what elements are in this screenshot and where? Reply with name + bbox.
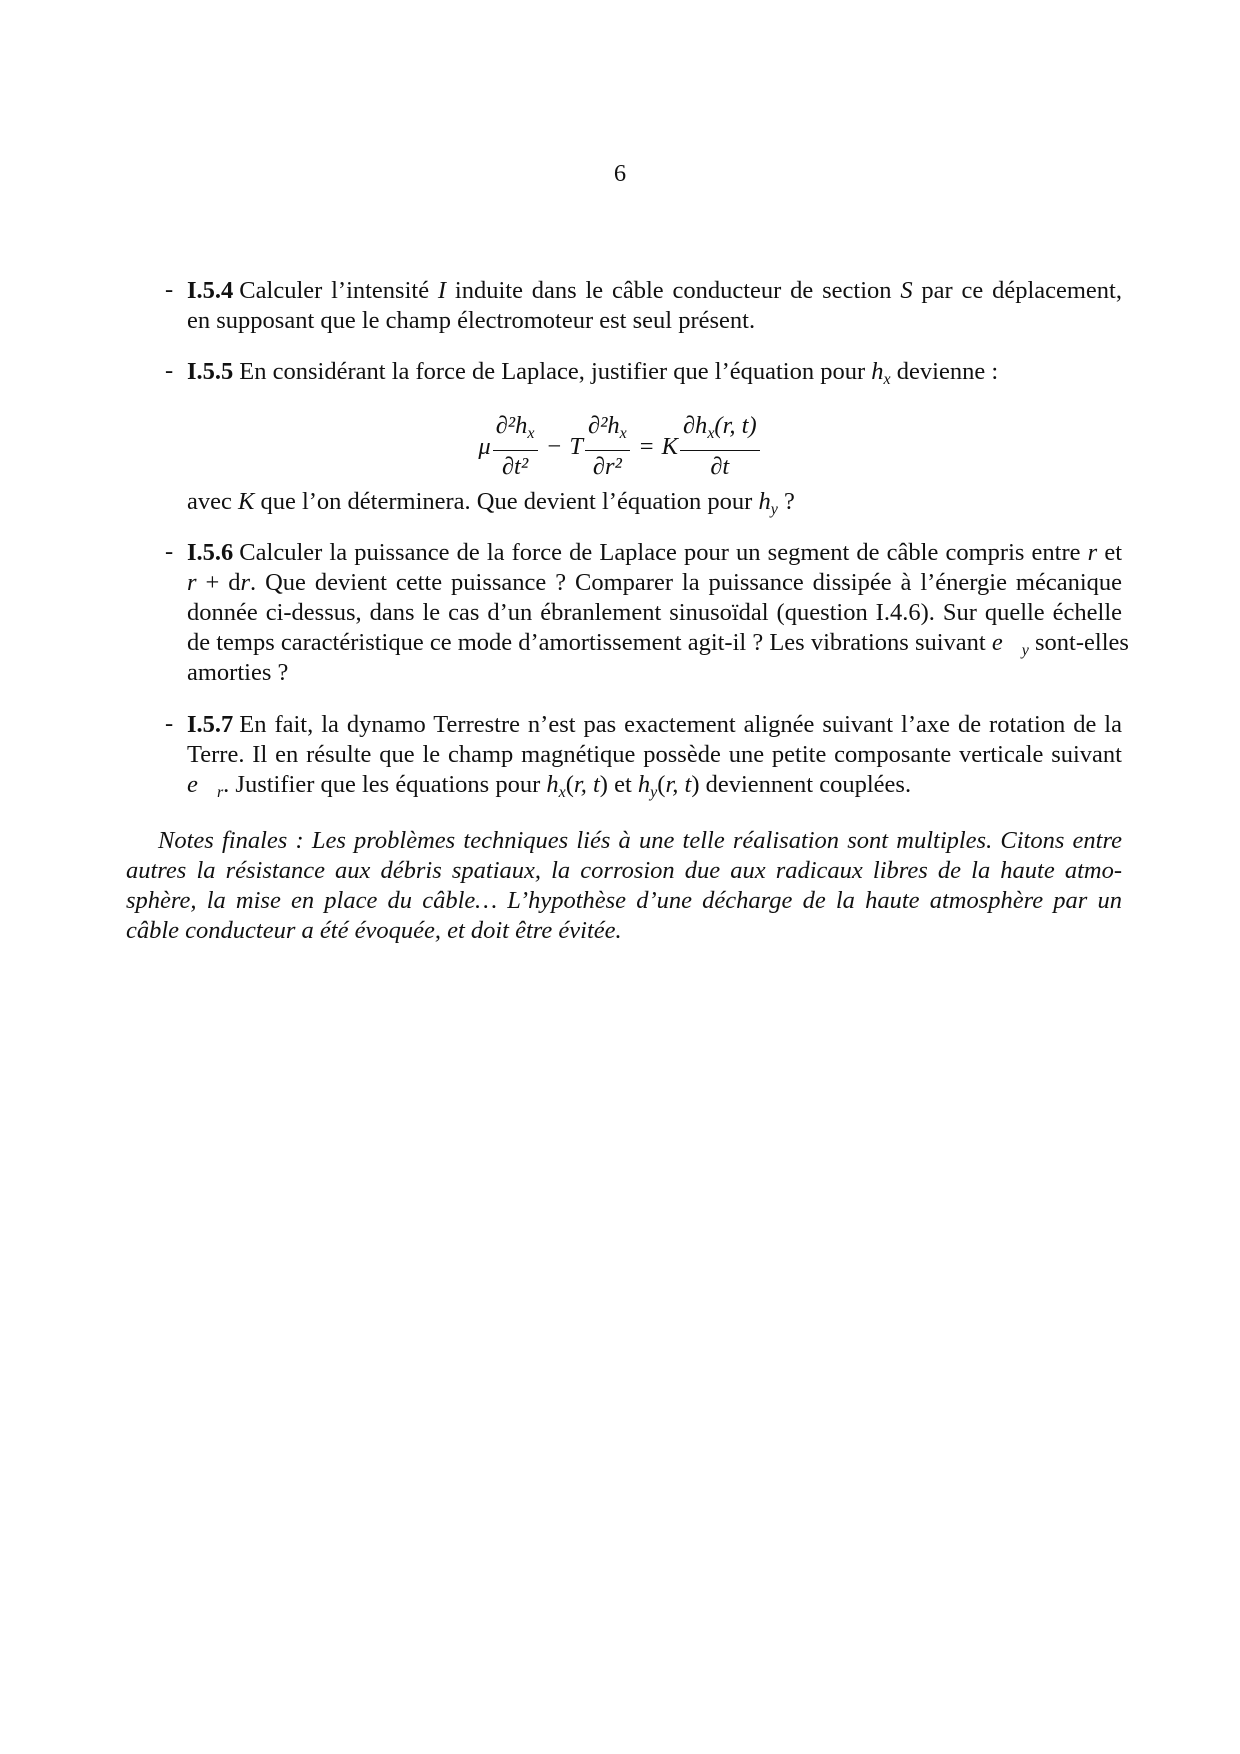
math-symbol: x bbox=[883, 371, 891, 388]
text-line bbox=[187, 306, 1122, 336]
text-line bbox=[187, 598, 1122, 628]
text-segment: et bbox=[1097, 539, 1122, 566]
text-segment: autres la résistance aux débris spatiaux, la corrosion due aux radicaux libres de la haute atmo- bbox=[126, 857, 1122, 884]
list-dash: - bbox=[165, 276, 174, 303]
text-segment: Calculer l’intensité bbox=[239, 277, 438, 304]
eq-fraction-2: $\frac{\partial^2h_x}{\text{∂r²}}$ bbox=[585, 412, 630, 481]
math-symbol: h bbox=[637, 771, 651, 798]
math-symbol: h bbox=[546, 771, 559, 798]
text-line bbox=[187, 568, 1122, 598]
question-label: I.5.6 bbox=[187, 539, 234, 566]
math-symbol: K bbox=[238, 488, 255, 515]
text-line bbox=[187, 658, 1122, 688]
text-segment: + d bbox=[196, 569, 241, 596]
text-segment: ( bbox=[565, 771, 574, 798]
math-symbol: r, t bbox=[665, 771, 692, 798]
text-segment: sphère, la mise en place du câble… L’hypothèse d’une décharge de la haute atmosphère par un bbox=[126, 887, 1122, 914]
math-symbol: I bbox=[437, 277, 447, 304]
text-segment: donnée ci-dessus, dans le cas d’un ébranlement sinusoïdal (question I.4.6). Sur quelle échelle bbox=[187, 599, 1122, 626]
text-segment: et bbox=[607, 771, 638, 798]
text-segment: de temps caractéristique ce mode d’amortissement agit-il ? Les vibrations suivant bbox=[187, 629, 992, 656]
text-line bbox=[187, 770, 1122, 800]
question-i-5-6 bbox=[165, 538, 1129, 688]
text-segment: amorties ? bbox=[187, 659, 289, 686]
text-segment: devienne : bbox=[890, 358, 999, 385]
eq-t: T bbox=[569, 432, 583, 460]
math-symbol: e⃗ bbox=[991, 629, 1022, 656]
final-notes bbox=[126, 826, 1122, 946]
text-segment: ) bbox=[691, 771, 700, 798]
text-segment: En considérant la force de Laplace, justifier que l’équation pour bbox=[239, 358, 872, 385]
math-symbol: h bbox=[758, 488, 771, 515]
text-line bbox=[187, 276, 1122, 306]
question-i-5-5-continued bbox=[165, 487, 1122, 517]
text-segment: par ce déplacement, bbox=[912, 277, 1122, 304]
text-line bbox=[126, 826, 1122, 856]
math-symbol: r bbox=[187, 569, 197, 596]
eq-equals: = bbox=[639, 432, 654, 460]
text-segment: Notes finales : Les problèmes techniques liés à une telle réalisation sont multiples. Citons entre bbox=[158, 827, 1122, 854]
eq-mu: μ bbox=[478, 432, 491, 460]
text-line bbox=[187, 740, 1122, 770]
text-segment: induite dans le câble conducteur de section bbox=[446, 277, 901, 304]
math-symbol: x bbox=[558, 784, 566, 801]
text-line bbox=[187, 710, 1122, 740]
question-label: I.5.7 bbox=[187, 711, 234, 738]
eq-fraction-3: $\frac{\partial h_x(r, t)}{\partial t}$ bbox=[680, 412, 760, 481]
text-segment: Terre. Il en résulte que le champ magnétique possède une petite composante verticale suivant bbox=[187, 741, 1122, 768]
eq-k: K bbox=[661, 432, 678, 460]
text-segment: sont-elles bbox=[1028, 629, 1129, 656]
text-segment: ( bbox=[657, 771, 666, 798]
math-symbol: r, t bbox=[573, 771, 600, 798]
equation bbox=[0, 412, 1240, 481]
text-line bbox=[126, 886, 1122, 916]
question-i-5-4 bbox=[165, 276, 1122, 336]
list-dash: - bbox=[165, 710, 174, 737]
eq-minus: − bbox=[547, 432, 562, 460]
math-symbol: r bbox=[1087, 539, 1098, 566]
text-segment: En fait, la dynamo Terrestre n’est pas exactement alignée suivant l’axe de rotation de la bbox=[239, 711, 1122, 738]
math-symbol: r bbox=[240, 569, 251, 596]
text-segment: . Que devient cette puissance ? Comparer la puissance dissipée à l’énergie mécanique bbox=[250, 569, 1122, 596]
question-i-5-5 bbox=[165, 357, 1122, 387]
text-segment: que l’on déterminera. Que devient l’équation pour bbox=[254, 488, 759, 515]
text-line bbox=[126, 916, 1122, 946]
text-line bbox=[187, 357, 1122, 387]
text-line bbox=[187, 538, 1122, 568]
math-symbol: y bbox=[770, 501, 778, 518]
text-line bbox=[187, 487, 1122, 517]
text-line bbox=[126, 856, 1122, 886]
question-i-5-7 bbox=[165, 710, 1122, 800]
text-segment: deviennent couplées. bbox=[699, 771, 912, 798]
math-symbol: h bbox=[871, 358, 884, 385]
text-segment: Calculer la puissance de la force de Laplace pour un segment de câble compris entre bbox=[239, 539, 1088, 566]
question-label: I.5.4 bbox=[187, 277, 234, 304]
math-symbol: y bbox=[650, 784, 658, 801]
math-symbol: e⃗ bbox=[187, 771, 217, 798]
math-symbol: r bbox=[216, 784, 224, 801]
page-number: 6 bbox=[613, 160, 627, 187]
math-symbol: y bbox=[1021, 642, 1029, 659]
question-label: I.5.5 bbox=[187, 358, 234, 385]
list-dash: - bbox=[165, 357, 174, 384]
text-segment: en supposant que le champ électromoteur est seul présent. bbox=[187, 307, 756, 334]
text-segment: ) bbox=[599, 771, 608, 798]
text-segment: avec bbox=[187, 488, 238, 515]
eq-fraction-1: $\frac{\partial^2h_x}{\text{∂t²}}$ bbox=[493, 412, 538, 481]
text-segment: ? bbox=[777, 488, 795, 515]
text-segment: . Justifier que les équations pour bbox=[223, 771, 547, 798]
text-line bbox=[187, 628, 1129, 659]
list-dash: - bbox=[165, 538, 174, 565]
math-symbol: S bbox=[900, 277, 913, 304]
text-segment: câble conducteur a été évoquée, et doit être évitée. bbox=[126, 917, 622, 944]
